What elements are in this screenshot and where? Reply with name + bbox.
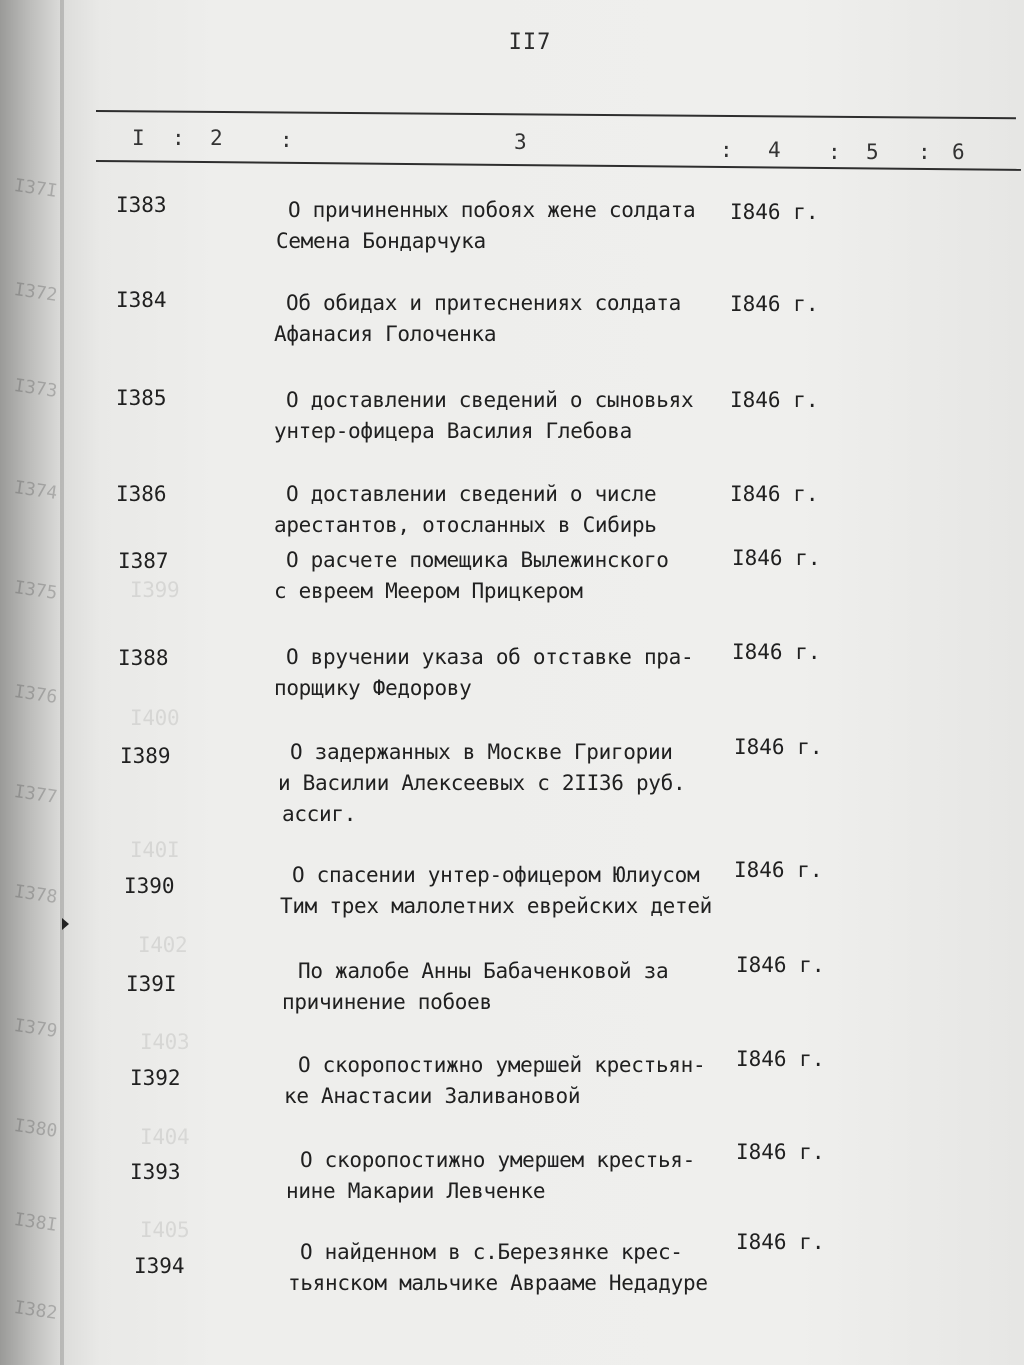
- record-title: [288, 1237, 748, 1299]
- column-separator: :: [720, 138, 733, 162]
- record-number: I386: [116, 482, 167, 506]
- record-year: I846 г.: [736, 953, 825, 977]
- record-number: I388: [118, 646, 169, 670]
- header-rule-bottom: [96, 160, 1021, 171]
- record-title-line: Семена Бондарчука: [276, 229, 486, 253]
- record-title-line: О вручении указа об отставке пра-: [286, 645, 694, 669]
- record-title-line: арестантов, отосланных в Сибирь: [274, 513, 657, 537]
- record-number: I389: [120, 744, 171, 768]
- record-title: [274, 545, 734, 607]
- record-title: [286, 1145, 746, 1207]
- record-title-line: Об обидах и притеснениях солдата: [286, 291, 681, 315]
- bleed-through-margin: I375: [12, 577, 59, 604]
- record-number: I383: [116, 193, 167, 217]
- record-number: I387: [118, 549, 169, 573]
- record-title-line: унтер-офицера Василия Глебова: [274, 419, 632, 443]
- record-year: I846 г.: [730, 292, 819, 316]
- record-title: [280, 860, 740, 922]
- record-title: [274, 479, 734, 541]
- bleed-through-text: I400: [130, 706, 180, 730]
- record-title-line: причинение побоев: [282, 990, 492, 1014]
- bleed-through-margin: I378: [12, 881, 59, 908]
- record-title-line: По жалобе Анны Бабаченковой за: [298, 959, 669, 983]
- bleed-through-text: I402: [138, 933, 188, 957]
- record-title-line: О скоропостижно умершем крестья-: [300, 1148, 695, 1172]
- record-title-line: ке Анастасии Заливановой: [284, 1084, 581, 1108]
- record-title: [276, 195, 736, 257]
- record-year: I846 г.: [734, 735, 823, 759]
- record-title-line: нине Макарии Левченке: [286, 1179, 546, 1203]
- record-title: [278, 737, 738, 830]
- record-title: [274, 642, 734, 704]
- page-number: II7: [508, 30, 552, 55]
- record-number: I392: [130, 1066, 181, 1090]
- record-title: [274, 288, 734, 350]
- bleed-through-margin: I37I: [12, 175, 59, 202]
- column-separator: :: [280, 128, 293, 152]
- margin-mark: [62, 918, 69, 930]
- record-number: I393: [130, 1160, 181, 1184]
- header-rule-top: [96, 110, 1016, 119]
- bleed-through-margin: I382: [12, 1297, 59, 1324]
- record-year: I846 г.: [730, 388, 819, 412]
- bleed-through-margin: I372: [12, 279, 59, 306]
- bleed-through-margin: I379: [12, 1015, 59, 1042]
- record-title-line: тьянском мальчике Аврааме Недадуре: [288, 1271, 708, 1295]
- bleed-through-margin: I380: [12, 1115, 59, 1142]
- bleed-through-text: I404: [140, 1125, 190, 1149]
- record-title-line: порщику Федорову: [274, 676, 472, 700]
- record-title: [284, 1050, 744, 1112]
- bleed-through-text: I405: [140, 1218, 190, 1242]
- column-header-2: 2: [210, 126, 223, 150]
- record-title-line: О спасении унтер-офицером Юлиусом: [292, 863, 700, 887]
- bleed-through-margin: I374: [12, 477, 59, 504]
- record-title: [274, 385, 734, 447]
- record-title-line: ассиг.: [282, 802, 357, 826]
- record-title-line: О причиненных побоях жене солдата: [288, 198, 696, 222]
- record-number: I384: [116, 288, 167, 312]
- record-year: I846 г.: [736, 1230, 825, 1254]
- bleed-through-margin: I376: [12, 681, 59, 708]
- column-header-6: 6: [952, 140, 965, 164]
- record-year: I846 г.: [732, 546, 821, 570]
- bleed-through-text: I399: [130, 578, 180, 602]
- record-number: I385: [116, 386, 167, 410]
- bleed-through-text: I40I: [130, 838, 180, 862]
- record-year: I846 г.: [732, 640, 821, 664]
- record-title: [282, 956, 742, 1018]
- bleed-through-margin: I38I: [12, 1209, 59, 1236]
- bleed-through-margin: I377: [12, 781, 59, 808]
- record-title-line: О найденном в с.Березянке крес-: [300, 1240, 683, 1264]
- record-title-line: О доставлении сведений о числе: [286, 482, 657, 506]
- record-year: I846 г.: [736, 1140, 825, 1164]
- record-title-line: и Василии Алексеевых с 2II36 руб.: [278, 771, 686, 795]
- record-title-line: О задержанных в Москве Григории: [290, 740, 673, 764]
- column-header-3: 3: [514, 130, 527, 154]
- record-year: I846 г.: [730, 200, 819, 224]
- record-title-line: с евреем Меером Прицкером: [274, 579, 583, 603]
- record-number: I39I: [126, 972, 177, 996]
- record-year: I846 г.: [736, 1047, 825, 1071]
- column-header-1: I: [132, 126, 145, 150]
- record-title-line: О скоропостижно умершей крестьян-: [298, 1053, 706, 1077]
- record-number: I390: [124, 874, 175, 898]
- column-header-5: 5: [866, 140, 879, 164]
- record-year: I846 г.: [730, 482, 819, 506]
- record-year: I846 г.: [734, 858, 823, 882]
- bleed-through-margin: I373: [12, 375, 59, 402]
- record-title-line: Афанасия Голоченка: [274, 322, 497, 346]
- record-number: I394: [134, 1254, 185, 1278]
- book-gutter: [60, 0, 64, 1365]
- column-separator: :: [918, 140, 931, 164]
- bleed-through-text: I403: [140, 1030, 190, 1054]
- record-title-line: Тим трех малолетних еврейских детей: [280, 894, 713, 918]
- record-title-line: О расчете помещика Вылежинского: [286, 548, 669, 572]
- column-separator: :: [172, 126, 185, 150]
- column-separator: :: [828, 140, 841, 164]
- column-header-4: 4: [768, 138, 781, 162]
- record-title-line: О доставлении сведений о сыновьях: [286, 388, 694, 412]
